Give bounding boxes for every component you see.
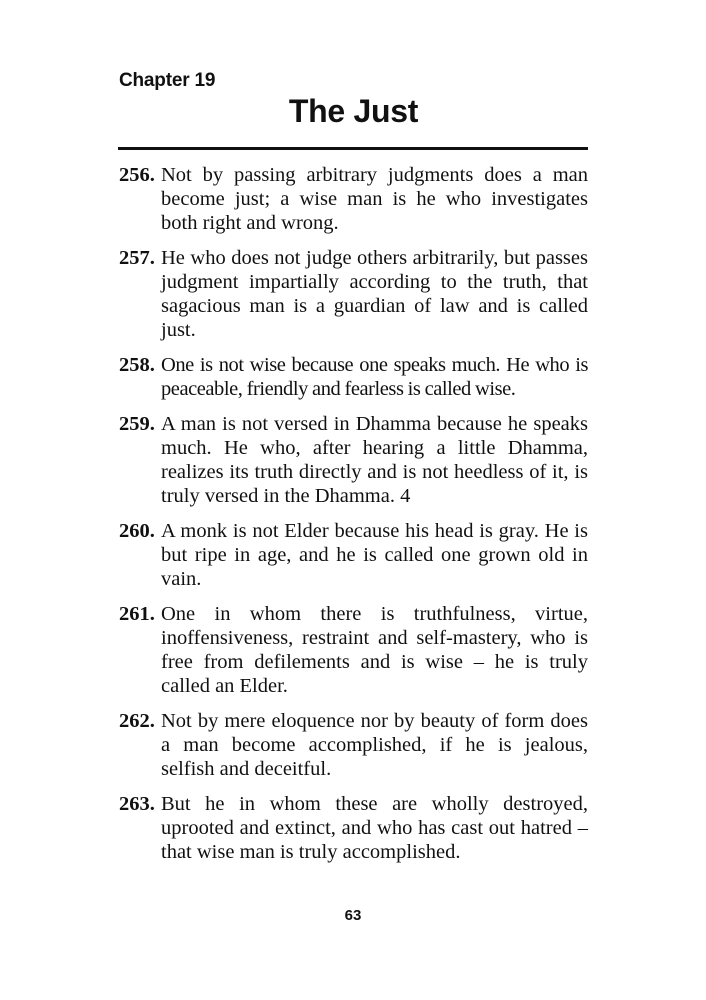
verse-number: 258. bbox=[119, 354, 155, 376]
verse-text: But he in whom these are wholly destroyed, uprooted and extinct, and who has cast out hatred – that wise man is truly accomplished. bbox=[161, 793, 588, 863]
chapter-label: Chapter 19 bbox=[119, 70, 216, 91]
verse-263 bbox=[119, 792, 588, 864]
verse-text: One is not wise because one speaks much. He who is peaceable, friendly and fearless is called wise. bbox=[161, 354, 588, 400]
verse-number: 262. bbox=[119, 710, 155, 732]
verse-text: A monk is not Elder because his head is gray. He is but ripe in age, and he is called one grown old in vain. bbox=[161, 520, 588, 590]
verse-number: 256. bbox=[119, 164, 155, 186]
verse-260 bbox=[119, 519, 588, 591]
chapter-divider bbox=[118, 147, 588, 150]
verse-text: One in whom there is truthfulness, virtue, inoffensiveness, restraint and self-mastery, who is free from defilements and is wise – he is truly called an Elder. bbox=[161, 603, 588, 697]
verse-number: 260. bbox=[119, 520, 155, 542]
chapter-title: The Just bbox=[288, 93, 419, 129]
page-number: 63 bbox=[344, 907, 362, 924]
verse-text: Not by passing arbitrary judgments does a man become just; a wise man is he who investigates both right and wrong. bbox=[161, 164, 588, 234]
verse-261 bbox=[119, 602, 588, 698]
verse-number: 259. bbox=[119, 413, 155, 435]
verse-257 bbox=[119, 246, 588, 342]
verse-256 bbox=[119, 163, 588, 235]
verse-text: A man is not versed in Dhamma because he speaks much. He who, after hearing a little Dhamma, realizes its truth directly and is not heedless of it, is truly versed in the Dhamma. 4 bbox=[161, 413, 588, 507]
verse-262 bbox=[119, 709, 588, 781]
verse-259 bbox=[119, 412, 588, 508]
verse-text: Not by mere eloquence nor by beauty of form does a man become accomplished, if he is jealous, selfish and deceitful. bbox=[161, 710, 588, 780]
verse-number: 261. bbox=[119, 603, 155, 625]
verse-258 bbox=[119, 353, 588, 401]
verse-text: He who does not judge others arbitrarily, but passes judgment impartially according to the truth, that sagacious man is a guardian of law and is called just. bbox=[161, 247, 588, 341]
verse-number: 257. bbox=[119, 247, 155, 269]
verse-number: 263. bbox=[119, 793, 155, 815]
verse-list bbox=[119, 163, 588, 875]
